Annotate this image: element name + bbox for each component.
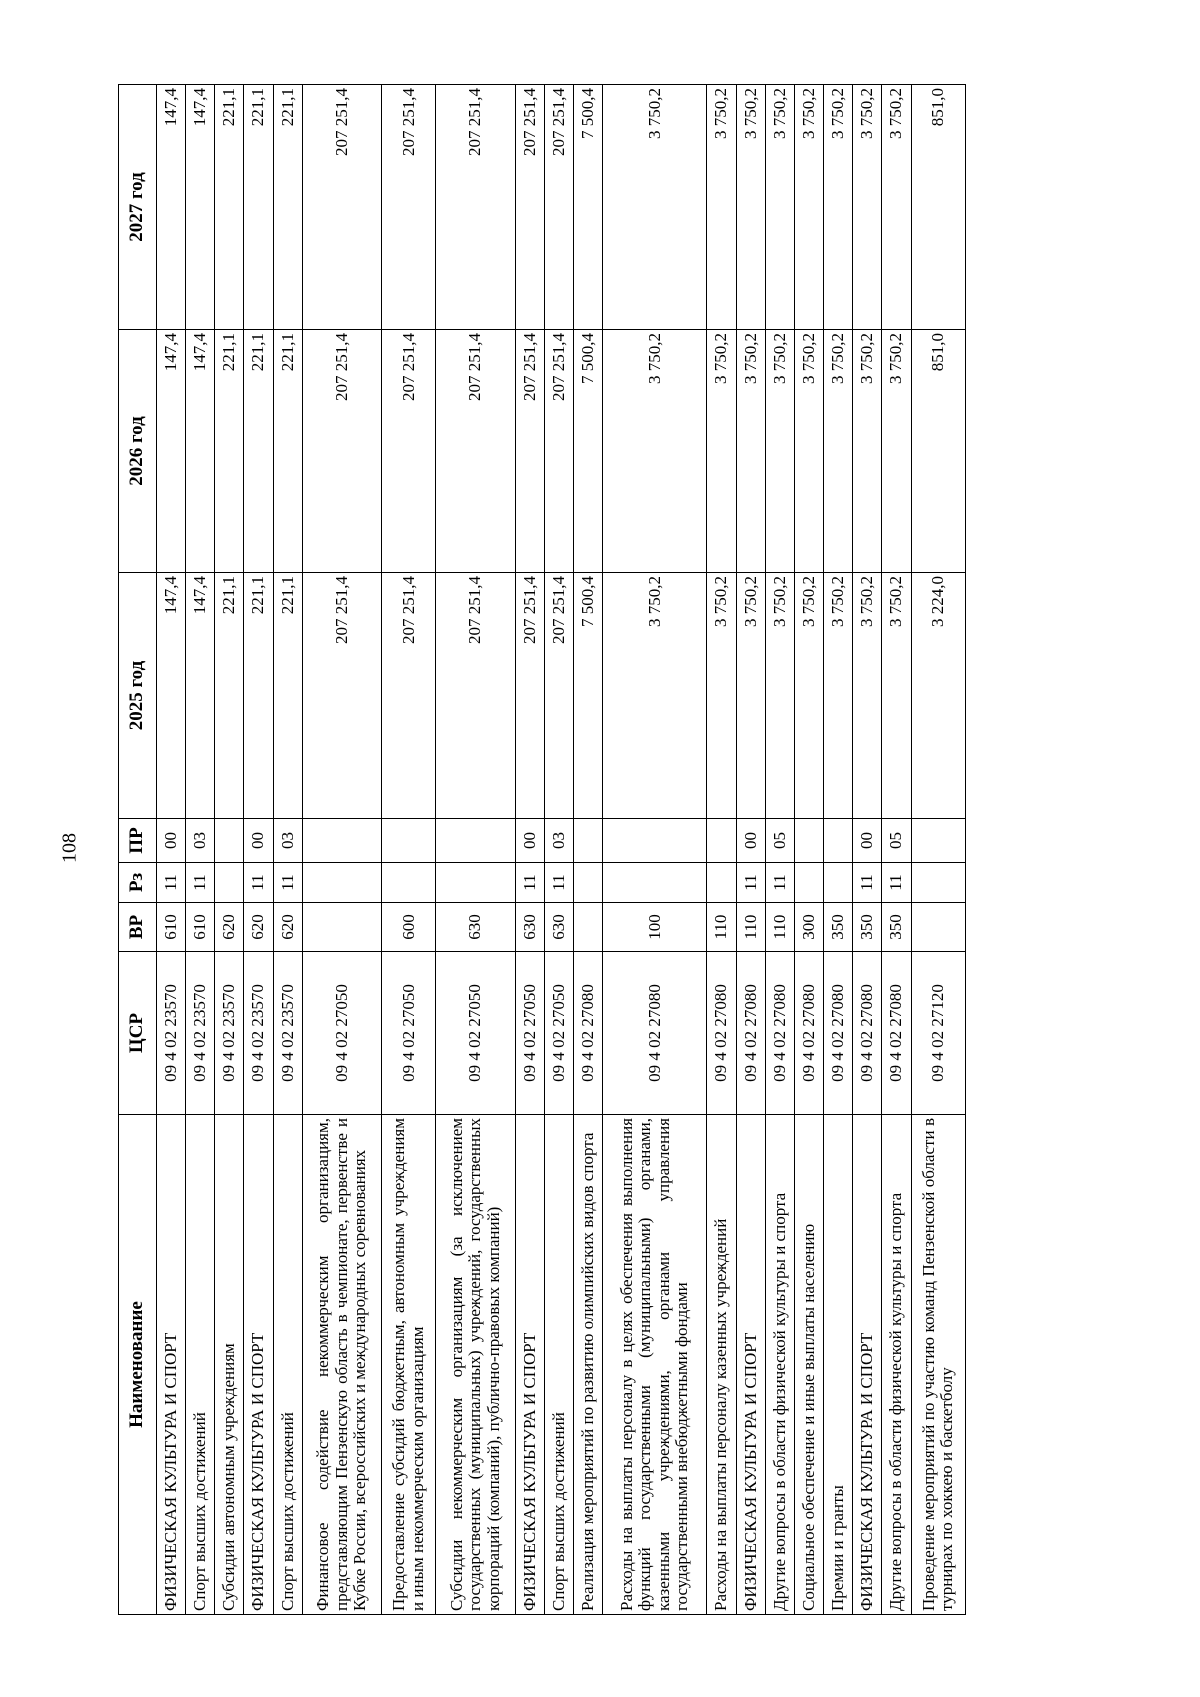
row-value-2027: 221,1 [244,85,273,330]
row-rz: 11 [544,863,573,903]
row-pr: 00 [515,819,544,863]
row-pr [824,819,853,863]
table-row [302,85,381,1615]
row-name: ФИЗИЧЕСКАЯ КУЛЬТУРА И СПОРТ [853,1115,882,1615]
row-pr [302,819,381,863]
row-name: Финансовое содействие некоммерческим организациям, представляющим Пензенскую область в чемпионате, первенстве и Кубке России, всероссийских и международных соревнованиях [302,1115,381,1615]
row-name: ФИЗИЧЕСКАЯ КУЛЬТУРА И СПОРТ [736,1115,765,1615]
row-rz: 11 [882,863,911,903]
row-value-2025: 3 750,2 [765,573,794,819]
row-name: Проведение мероприятий по участию команд Пензенской области в турнирах по хоккею и баскетболу [911,1115,965,1615]
row-csr: 09 4 02 27080 [707,952,736,1115]
table-row [882,85,911,1615]
row-value-2027: 851,0 [911,85,965,330]
header-rz: Рз [119,863,157,903]
row-name: Расходы на выплаты персоналу в целях обеспечения выполнения функций государственными (муниципальными) органами, казенными учреждениями, органами управления государственными внебюджетными фондами [603,1115,707,1615]
row-csr: 09 4 02 27050 [382,952,436,1115]
table-row [603,85,707,1615]
row-name: Субсидии некоммерческим организациям (за исключением государственных (муниципальных) учреждений, государственных корпораций (компаний), публично-правовых компаний) [436,1115,515,1615]
row-vr: 630 [544,903,573,952]
row-pr [215,819,244,863]
row-vr: 110 [765,903,794,952]
row-rz: 11 [853,863,882,903]
header-name: Наименование [119,1115,157,1615]
row-vr: 610 [157,903,186,952]
row-rz: 11 [157,863,186,903]
row-value-2025: 207 251,4 [544,573,573,819]
row-csr: 09 4 02 23570 [157,952,186,1115]
row-pr: 00 [736,819,765,863]
row-name: Премии и гранты [824,1115,853,1615]
row-csr: 09 4 02 27080 [736,952,765,1115]
table-row [273,85,302,1615]
row-value-2025: 3 224,0 [911,573,965,819]
row-rz [382,863,436,903]
row-value-2027: 207 251,4 [436,85,515,330]
row-value-2026: 3 750,2 [853,330,882,573]
row-rz: 11 [273,863,302,903]
row-value-2027: 221,1 [215,85,244,330]
row-csr: 09 4 02 27050 [436,952,515,1115]
row-value-2026: 3 750,2 [824,330,853,573]
table-row [382,85,436,1615]
row-rz [707,863,736,903]
row-name: Спорт высших достижений [544,1115,573,1615]
table-row [215,85,244,1615]
row-pr [436,819,515,863]
row-name: Спорт высших достижений [186,1115,215,1615]
row-vr: 630 [436,903,515,952]
row-vr: 300 [794,903,823,952]
row-csr: 09 4 02 23570 [215,952,244,1115]
row-value-2027: 3 750,2 [882,85,911,330]
row-pr [794,819,823,863]
row-value-2027: 221,1 [273,85,302,330]
table-row [853,85,882,1615]
table-row [186,85,215,1615]
row-csr: 09 4 02 27080 [882,952,911,1115]
row-vr: 620 [273,903,302,952]
row-pr: 00 [244,819,273,863]
row-name: Спорт высших достижений [273,1115,302,1615]
row-rz: 11 [515,863,544,903]
row-value-2026: 7 500,4 [573,330,602,573]
row-name: Социальное обеспечение и иные выплаты населению [794,1115,823,1615]
row-csr: 09 4 02 27050 [515,952,544,1115]
row-name: Предоставление субсидий бюджетным, автономным учреждениям и иным некоммерческим организациям [382,1115,436,1615]
row-name: Расходы на выплаты персоналу казенных учреждений [707,1115,736,1615]
row-value-2026: 3 750,2 [882,330,911,573]
row-value-2027: 207 251,4 [382,85,436,330]
row-csr: 09 4 02 27080 [824,952,853,1115]
row-vr: 600 [382,903,436,952]
table-row [244,85,273,1615]
row-value-2025: 147,4 [186,573,215,819]
row-pr [382,819,436,863]
row-value-2025: 3 750,2 [794,573,823,819]
row-value-2026: 207 251,4 [544,330,573,573]
row-csr: 09 4 02 23570 [244,952,273,1115]
row-value-2027: 3 750,2 [736,85,765,330]
header-2026: 2026 год [119,330,157,573]
row-value-2025: 207 251,4 [382,573,436,819]
table-row [436,85,515,1615]
header-vr: ВР [119,903,157,952]
row-pr: 05 [765,819,794,863]
row-value-2025: 147,4 [157,573,186,819]
table-row [824,85,853,1615]
row-value-2026: 207 251,4 [382,330,436,573]
row-value-2026: 3 750,2 [794,330,823,573]
table-row [573,85,602,1615]
row-vr: 620 [244,903,273,952]
row-pr: 03 [544,819,573,863]
row-vr: 620 [215,903,244,952]
row-rz [573,863,602,903]
row-csr: 09 4 02 23570 [273,952,302,1115]
row-rz: 11 [186,863,215,903]
header-2027: 2027 год [119,85,157,330]
row-pr: 03 [186,819,215,863]
budget-table [118,84,966,1615]
row-vr: 610 [186,903,215,952]
row-name: Другие вопросы в области физической культуры и спорта [882,1115,911,1615]
header-csr: ЦСР [119,952,157,1115]
row-value-2025: 207 251,4 [436,573,515,819]
row-rz: 11 [736,863,765,903]
row-value-2025: 221,1 [273,573,302,819]
table-row [157,85,186,1615]
row-rz [603,863,707,903]
row-value-2027: 3 750,2 [794,85,823,330]
table-row [707,85,736,1615]
row-value-2025: 221,1 [215,573,244,819]
row-rz [436,863,515,903]
row-value-2025: 3 750,2 [603,573,707,819]
row-csr: 09 4 02 27080 [765,952,794,1115]
row-value-2026: 147,4 [157,330,186,573]
page-number: 108 [58,833,81,863]
row-value-2027: 207 251,4 [544,85,573,330]
row-value-2027: 207 251,4 [515,85,544,330]
row-vr: 350 [882,903,911,952]
row-value-2025: 3 750,2 [736,573,765,819]
row-vr [302,903,381,952]
header-2025: 2025 год [119,573,157,819]
row-vr: 350 [853,903,882,952]
row-vr: 350 [824,903,853,952]
row-rz [215,863,244,903]
table-row [911,85,965,1615]
row-rz [911,863,965,903]
row-value-2027: 7 500,4 [573,85,602,330]
row-rz: 11 [765,863,794,903]
row-value-2027: 207 251,4 [302,85,381,330]
row-value-2026: 3 750,2 [736,330,765,573]
row-value-2025: 7 500,4 [573,573,602,819]
row-value-2025: 207 251,4 [515,573,544,819]
row-csr: 09 4 02 27050 [302,952,381,1115]
row-pr: 03 [273,819,302,863]
row-value-2025: 207 251,4 [302,573,381,819]
row-name: ФИЗИЧЕСКАЯ КУЛЬТУРА И СПОРТ [515,1115,544,1615]
row-value-2027: 3 750,2 [853,85,882,330]
row-value-2027: 147,4 [157,85,186,330]
row-vr [573,903,602,952]
row-value-2025: 3 750,2 [882,573,911,819]
row-rz [302,863,381,903]
table-row [515,85,544,1615]
row-vr: 110 [736,903,765,952]
table-header-row [119,85,157,1615]
row-name: ФИЗИЧЕСКАЯ КУЛЬТУРА И СПОРТ [157,1115,186,1615]
row-value-2026: 207 251,4 [302,330,381,573]
row-csr: 09 4 02 27080 [794,952,823,1115]
row-rz: 11 [244,863,273,903]
row-value-2027: 147,4 [186,85,215,330]
row-value-2026: 221,1 [244,330,273,573]
row-pr: 00 [157,819,186,863]
row-value-2027: 3 750,2 [603,85,707,330]
rotated-table-wrapper [118,85,966,1615]
row-value-2026: 207 251,4 [436,330,515,573]
row-value-2025: 3 750,2 [824,573,853,819]
row-name: Другие вопросы в области физической культуры и спорта [765,1115,794,1615]
table-row [765,85,794,1615]
row-value-2027: 3 750,2 [824,85,853,330]
row-value-2026: 851,0 [911,330,965,573]
row-value-2026: 147,4 [186,330,215,573]
row-rz [824,863,853,903]
header-pr: ПР [119,819,157,863]
row-value-2025: 3 750,2 [707,573,736,819]
table-row [544,85,573,1615]
row-value-2026: 221,1 [215,330,244,573]
row-csr: 09 4 02 27050 [544,952,573,1115]
row-rz [794,863,823,903]
row-vr: 100 [603,903,707,952]
row-vr [911,903,965,952]
row-pr: 05 [882,819,911,863]
row-pr [707,819,736,863]
row-csr: 09 4 02 27080 [573,952,602,1115]
row-value-2025: 221,1 [244,573,273,819]
row-vr: 630 [515,903,544,952]
row-value-2026: 221,1 [273,330,302,573]
row-csr: 09 4 02 27080 [603,952,707,1115]
row-csr: 09 4 02 27120 [911,952,965,1115]
row-value-2025: 3 750,2 [853,573,882,819]
row-csr: 09 4 02 27080 [853,952,882,1115]
row-name: ФИЗИЧЕСКАЯ КУЛЬТУРА И СПОРТ [244,1115,273,1615]
row-pr [911,819,965,863]
row-value-2026: 3 750,2 [765,330,794,573]
row-value-2027: 3 750,2 [707,85,736,330]
table-row [794,85,823,1615]
row-pr [603,819,707,863]
row-pr: 00 [853,819,882,863]
table-row [736,85,765,1615]
row-value-2026: 3 750,2 [707,330,736,573]
row-name: Субсидии автономным учреждениям [215,1115,244,1615]
row-csr: 09 4 02 23570 [186,952,215,1115]
row-value-2026: 207 251,4 [515,330,544,573]
row-value-2027: 3 750,2 [765,85,794,330]
table-body [157,85,966,1615]
row-vr: 110 [707,903,736,952]
row-value-2026: 3 750,2 [603,330,707,573]
row-name: Реализация мероприятий по развитию олимпийских видов спорта [573,1115,602,1615]
row-pr [573,819,602,863]
